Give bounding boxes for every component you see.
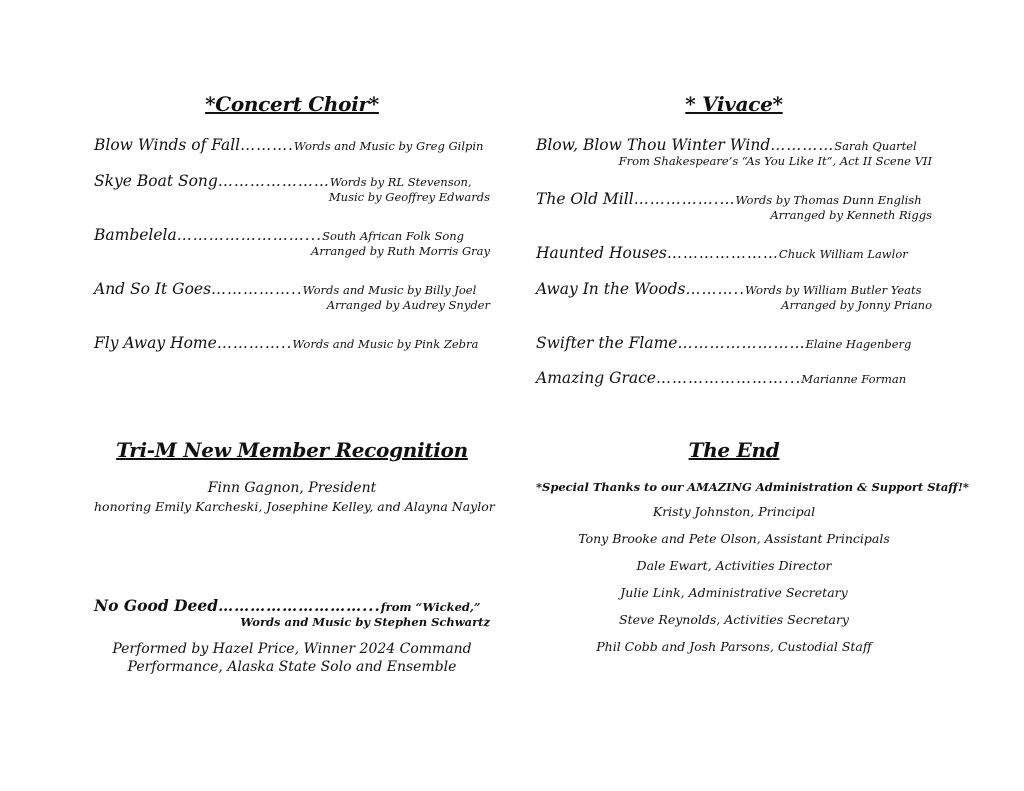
vivace-song-1 [536,136,932,168]
song-title: No Good Deed [94,596,219,615]
song-subcredit: Arranged by Audrey Snyder [326,298,490,312]
song-title: Amazing Grace [536,369,656,387]
staff-line-2: Tony Brooke and Pete Olson, Assistant Principals [578,531,890,546]
song-title: Haunted Houses [536,244,667,262]
song-title: And So It Goes [94,280,212,298]
song-title: The Old Mill [536,190,634,208]
staff-line-6: Phil Cobb and Josh Parsons, Custodial Staff [596,639,872,654]
song-subcredit: Arranged by Kenneth Riggs [770,208,932,222]
song-credit: Words by Thomas Dunn English [735,193,922,207]
leader-dots: ………………………... [218,597,381,615]
song-credit: Words and Music by Pink Zebra [292,337,479,351]
song-subcredit: Music by Geoffrey Edwards [328,190,490,204]
concert-choir-song-3 [94,226,490,258]
vivace-song-4 [536,280,932,312]
song-title: Fly Away Home [94,334,217,352]
tri-m-honorees: honoring Emily Karcheski, Josephine Kelley, and Alayna Naylor [94,499,495,514]
leader-dots: ………………… [217,172,330,190]
tri-m-section [94,438,495,514]
song-credit: Words and Music by Billy Joel [302,283,477,297]
leader-dots: ……….. [685,280,745,298]
concert-choir-song-5 [94,334,490,352]
performed-line-1: Performed by Hazel Price, Winner 2024 Command [112,641,472,657]
leader-dots: ……………………... [176,226,323,244]
vivace-song-6 [536,369,932,387]
song-credit: Sarah Quartel [834,139,917,153]
the-end-heading: The End [688,438,780,462]
song-credit: Words by RL Stevenson, [329,175,472,189]
tri-m-heading: Tri-M New Member Recognition [116,438,468,462]
staff-line-3: Dale Ewart, Activities Director [636,558,832,573]
song-title: Skye Boat Song [94,172,218,190]
song-credit: Words and Music by Greg Gilpin [293,139,484,153]
concert-choir-heading: *Concert Choir* [205,92,379,116]
song-title: Away In the Woods [536,280,686,298]
song-credit: from “Wicked,” [380,600,481,614]
concert-choir-song-4 [94,280,490,312]
song-subcredit: Arranged by Jonny Priano [781,298,932,312]
song-title: Bambelela [94,226,177,244]
no-good-deed-entry [94,596,490,675]
leader-dots: …………………… [677,334,806,352]
concert-choir-section [94,92,490,116]
song-credit: South African Folk Song [322,229,465,243]
song-title: Blow Winds of Fall [94,136,241,154]
song-title: Swifter the Flame [536,334,678,352]
song-credit: Chuck William Lawlor [778,247,908,261]
song-credit: Words by William Butler Yeats [745,283,922,297]
leader-dots: ………… [770,136,835,154]
staff-line-4: Julie Link, Administrative Secretary [620,585,848,600]
staff-line-1: Kristy Johnston, Principal [652,504,816,519]
song-subcredit: Arranged by Ruth Morris Gray [311,244,490,258]
tri-m-president: Finn Gagnon, President [207,480,377,496]
song-subcredit: Words and Music by Stephen Schwartz [240,615,490,629]
leader-dots: ………………… [666,244,779,262]
vivace-song-3 [536,244,932,262]
concert-choir-song-2 [94,172,490,204]
song-credit: Elaine Hagenberg [805,337,912,351]
vivace-song-2 [536,190,932,222]
the-end-section [536,438,969,654]
song-credit: Marianne Forman [801,372,907,386]
leader-dots: …………….… [633,190,736,208]
concert-choir-song-1 [94,136,490,154]
vivace-heading: * Vivace* [685,92,783,116]
leader-dots: ……………………... [655,369,802,387]
leader-dots: ………….. [216,334,293,352]
staff-line-5: Steve Reynolds, Activities Secretary [619,612,849,627]
vivace-section [536,92,932,116]
song-title: Blow, Blow Thou Winter Wind [536,136,771,154]
leader-dots: ………. [240,136,294,154]
performed-line-2: Performance, Alaska State Solo and Ensemble [127,659,457,675]
song-subcredit: From Shakespeare’s “As You Like It”, Act II Scene VII [618,154,932,168]
leader-dots: …………….. [211,280,303,298]
special-thanks: *Special Thanks to our AMAZING Administration & Support Staff!* [536,480,969,494]
vivace-song-5 [536,334,932,352]
